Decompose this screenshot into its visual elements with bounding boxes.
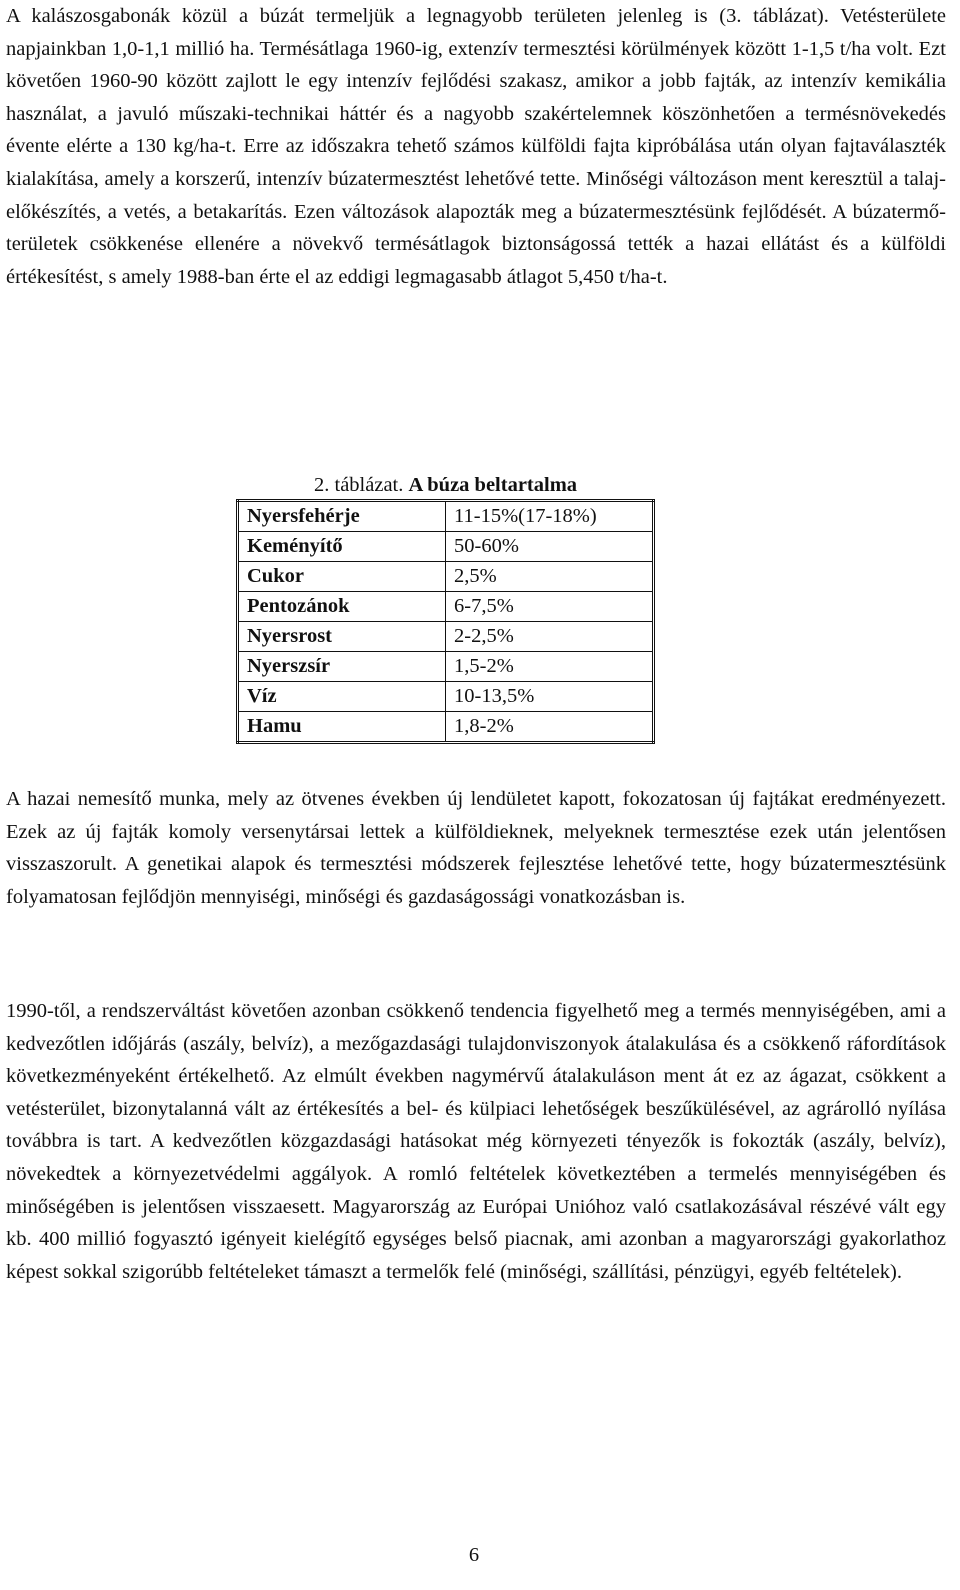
table-cell-label: Cukor xyxy=(238,562,446,592)
table-caption-title: A búza beltartalma xyxy=(408,474,578,496)
table-cell-value: 11-15%(17-18%) xyxy=(446,501,654,532)
paragraph-3: 1990-től, a rendszerváltást követően azonban csökkenő tendencia figyelhető meg a termés mennyiségében, ami a kedvezőtlen időjárás (aszály, belvíz), a mezőgazdasági tulajdonviszonyok átalakulása és a csökkenő ráfordítások következményeként értékelhető. Az elmúlt években nagymérvű átalakuláson ment át ez az ágazat, csökkent a vetésterület, bizonytalanná vált az értékesítés a bel- és külpiaci lehetőségek beszűkülésével, az agrárolló nyílása továbbra is tart. A kedvezőtlen közgazdasági hatásokat még környezeti tényezők is fokozták (aszály, belvíz), növekedtek a környezetvédelmi aggályok. A romló feltételek következtében a termelés mennyiségében és minőségében is jelentősen visszaesett. Magyarország az Európai Unióhoz való csatlakozásával részévé vált egy kb. 400 millió fogyasztó igényeit kielégítő egységes belső piacnak, ami azonban a magyarországi gyakorlathoz képest sokkal szigorúbb feltételeket támaszt a termelők felé (minőségi, szállítási, pénzügyi, egyéb feltételek). xyxy=(6,1000,946,1283)
composition-table xyxy=(236,499,655,744)
page-number: 6 xyxy=(468,1544,480,1566)
table-cell-value: 1,5-2% xyxy=(446,652,654,682)
table-cell-value: 2,5% xyxy=(446,562,654,592)
table-row xyxy=(238,652,654,682)
table-cell-label: Hamu xyxy=(238,712,446,743)
table-cell-label: Nyersfehérje xyxy=(238,501,446,532)
table-cell-label: Keményítő xyxy=(238,532,446,562)
table-cell-value: 6-7,5% xyxy=(446,592,654,622)
table-cell-label: Pentozánok xyxy=(238,592,446,622)
table-cell-label: Nyersrost xyxy=(238,622,446,652)
table-row xyxy=(238,592,654,622)
table-cell-value: 2-2,5% xyxy=(446,622,654,652)
table-row xyxy=(238,501,654,532)
table-cell-label: Nyerszsír xyxy=(238,652,446,682)
table-caption xyxy=(314,472,577,498)
table-row xyxy=(238,532,654,562)
table-row xyxy=(238,712,654,743)
table-row xyxy=(238,562,654,592)
table-row xyxy=(238,682,654,712)
paragraph-2: A hazai nemesítő munka, mely az ötvenes években új lendületet kapott, fokozatosan új fajtákat eredményezett. Ezek az új fajták komoly versenytársai lettek a külföldieknek, melyeknek termesztése ezek után jelentősen visszaszorult. A genetikai alapok és termesztési módszerek fejlesztése lehetővé tette, hogy búzatermesztésünk folyamatosan fejlődjön mennyiségi, minőségi és gazdaságossági vonatkozásban is. xyxy=(6,788,946,908)
paragraph-1: A kalászosgabonák közül a búzát termeljük a legnagyobb területen jelenleg is (3. táblázat). Vetésterülete napjainkban 1,0-1,1 millió ha. Termésátlaga 1960-ig, extenzív termesztési körülmények között 1-1,5 t/ha volt. Ezt követően 1960-90 között zajlott le egy intenzív fejlődési szakasz, amikor a jobb fajták, az intenzív kemikália használat, a javuló műszaki-technikai háttér és a nagyobb szakértelemnek köszönhetően a termésnövekedés évente elérte a 130 kg/ha-t. Erre az időszakra tehető számos külföldi fajta kipróbálása után olyan fajtaválaszték kialakítása, amely a korszerű, intenzív búzatermesztést lehetővé tette. Minőségi változáson ment keresztül a talaj-előkészítés, a vetés, a betakarítás. Ezen változások alapozták meg a búzatermesztésünk fejlődését. A búzatermő-területek csökkenése ellenére a növekvő termésátlagok biztonságossá tették a hazai ellátást és a külföldi értékesítést, s amely 1988-ban érte el az eddigi legmagasabb átlagot 5,450 t/ha-t. xyxy=(6,5,946,288)
table-cell-value: 50-60% xyxy=(446,532,654,562)
table-row xyxy=(238,622,654,652)
table-cell-value: 1,8-2% xyxy=(446,712,654,743)
table-cell-label: Víz xyxy=(238,682,446,712)
table-caption-number: 2. táblázat. xyxy=(314,474,404,496)
table-cell-value: 10-13,5% xyxy=(446,682,654,712)
